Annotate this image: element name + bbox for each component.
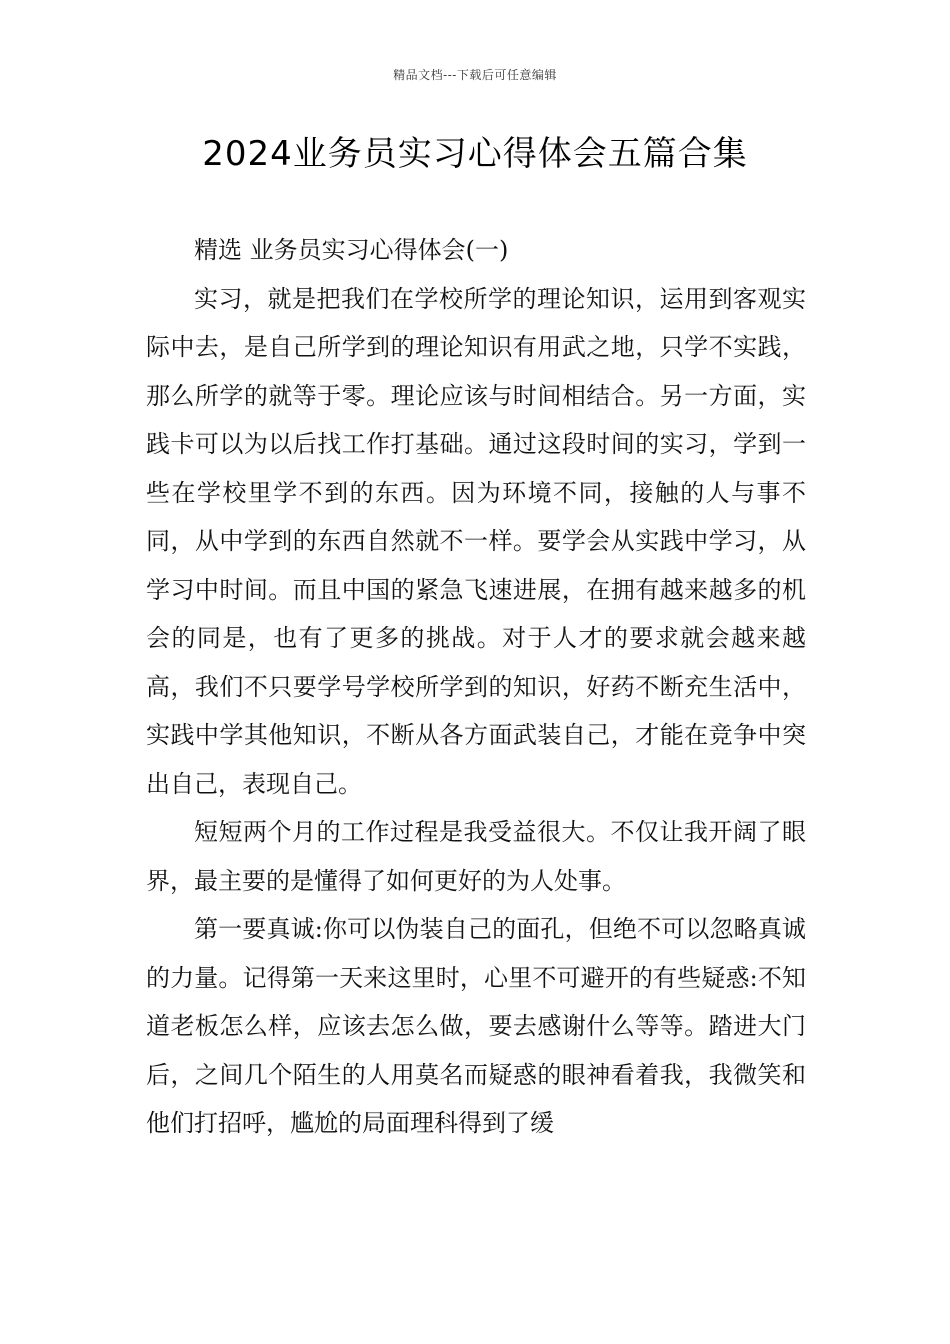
body-paragraph: 第一要真诚:你可以伪装自己的面孔，但绝不可以忽略真诚的力量。记得第一天来这里时，心里不可避开的有些疑惑:不知道老板怎么样，应该去怎么做，要去感谢什么等等。踏进大门后，之间几个陌生的人用莫名而疑惑的眼神看着我，我微笑和他们打招呼，尴尬的局面理科得到了缓 — [146, 915, 806, 1137]
header-note: 精品文档---下载后可任意编辑 — [393, 68, 557, 82]
body-paragraph: 短短两个月的工作过程是我受益很大。不仅让我开阔了眼界，最主要的是懂得了如何更好的为人处事。 — [146, 818, 806, 895]
body-paragraph: 实习，就是把我们在学校所学的理论知识，运用到客观实际中去，是自己所学到的理论知识有用武之地，只学不实践，那么所学的就等于零。理论应该与时间相结合。另一方面，实践卡可以为以后找工作打基础。通过这段时间的实习，学到一些在学校里学不到的东西。因为环境不同，接触的人与事不同，从中学到的东西自然就不一样。要学会从实践中学习，从学习中时间。而且中国的紧急飞速进展，在拥有越来越多的机会的同是，也有了更多的挑战。对于人才的要求就会越来越高，我们不只要学号学校所学到的知识，好药不断充生活中，实践中学其他知识，不断从各方面武装自己，才能在竞争中突出自己，表现自己。 — [146, 284, 806, 798]
section-heading: 精选 业务员实习心得体会(一) — [194, 236, 509, 264]
document-body — [146, 226, 806, 1148]
document-title: 2024业务员实习心得体会五篇合集 — [202, 134, 748, 174]
